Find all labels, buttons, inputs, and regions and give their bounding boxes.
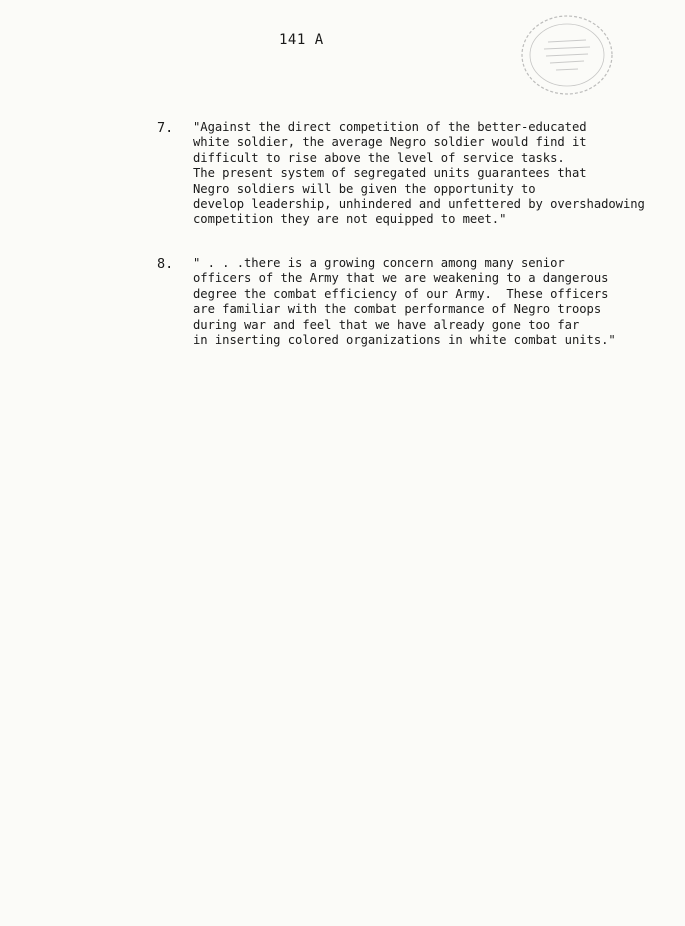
quote-line: white soldier, the average Negro soldier would find it xyxy=(193,135,587,150)
page-number: 141 A xyxy=(279,32,324,48)
quote-line: are familiar with the combat performance of Negro troops xyxy=(193,302,602,317)
quote-line: Negro soldiers will be given the opportunity to xyxy=(193,181,536,196)
quote-text xyxy=(193,256,685,348)
quote-line: competition they are not equipped to meet." xyxy=(193,212,507,227)
quote-line: The present system of segregated units guarantees that xyxy=(193,166,587,181)
archive-stamp-seal xyxy=(518,12,616,98)
quote-line: " . . .there is a growing concern among many senior xyxy=(193,256,565,270)
quote-line: develop leadership, unhindered and unfettered by overshadowing xyxy=(193,197,645,212)
quote-line: during war and feel that we have already gone too far xyxy=(193,317,580,332)
quote-text xyxy=(193,120,685,228)
quote-line: officers of the Army that we are weakening to a dangerous xyxy=(193,271,609,286)
quote-line: degree the combat efficiency of our Army. These officers xyxy=(193,286,609,301)
quote-line: in inserting colored organizations in white combat units." xyxy=(193,333,616,348)
quote-line: difficult to rise above the level of service tasks. xyxy=(193,150,565,165)
quote-line: "Against the direct competition of the better-educated xyxy=(193,120,587,134)
item-number: 7. xyxy=(157,120,174,136)
item-number: 8. xyxy=(157,256,174,272)
